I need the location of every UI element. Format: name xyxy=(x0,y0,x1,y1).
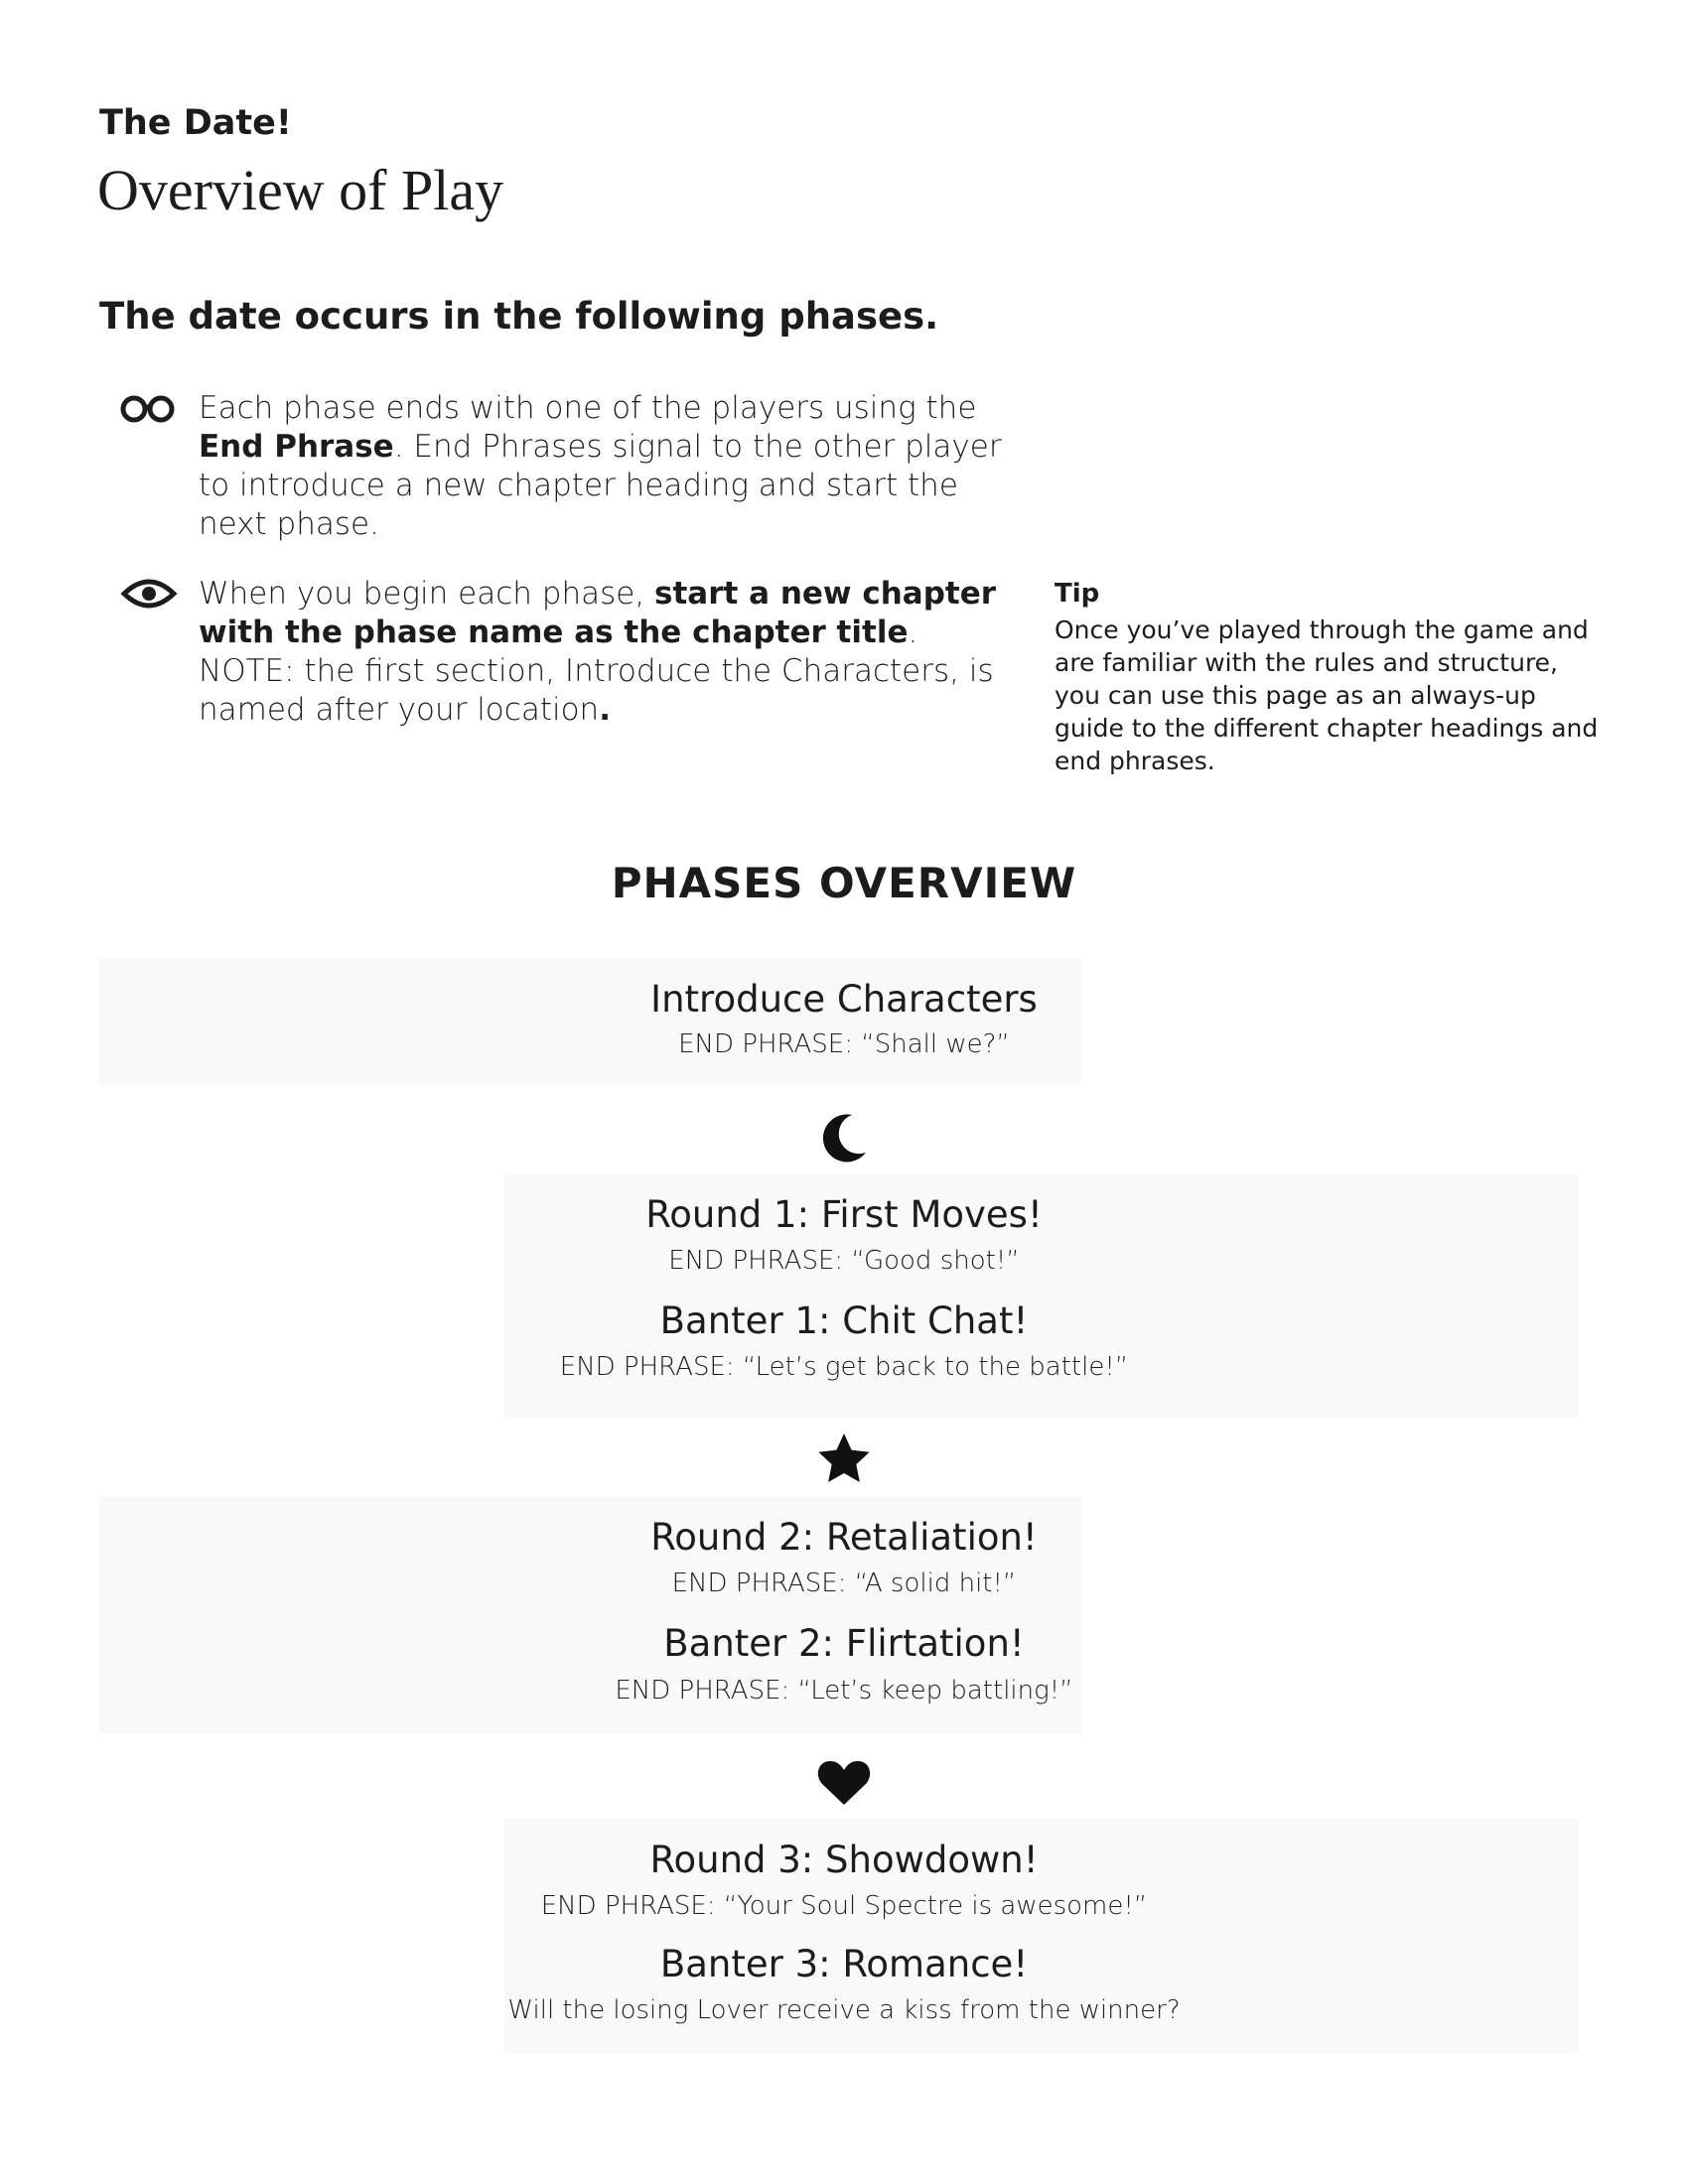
eye-icon xyxy=(119,574,179,614)
phases-overview-heading: PHASES OVERVIEW xyxy=(611,859,1077,907)
phase-name: Banter 1: Chit Chat! xyxy=(659,1299,1029,1342)
phase-name: Round 2: Retaliation! xyxy=(650,1516,1038,1559)
intro-heading: The date occurs in the following phases. xyxy=(99,295,939,338)
moon-icon xyxy=(809,1109,879,1168)
phase-end-phrase: END PHRASE: “Good shot!” xyxy=(668,1246,1020,1276)
phase-end-phrase: Will the losing Lover receive a kiss from the winner? xyxy=(507,1995,1181,2025)
page-title: Overview of Play xyxy=(97,158,504,222)
tip-body: Once you’ve played through the game and are familiar with the rules and structure, you can use this page as an always-up guide to the different chapter headings and end phrases. xyxy=(1055,615,1599,775)
phase-end-phrase: END PHRASE: “Shall we?” xyxy=(678,1029,1010,1059)
phase-name: Introduce Characters xyxy=(650,978,1038,1021)
phase-name: Banter 3: Romance! xyxy=(659,1943,1029,1985)
phase-name: Round 1: First Moves! xyxy=(645,1193,1043,1236)
phase-name: Banter 2: Flirtation! xyxy=(663,1622,1025,1665)
phase-name: Round 3: Showdown! xyxy=(649,1839,1039,1881)
glasses-icon xyxy=(119,389,179,429)
phase-end-phrase: END PHRASE: “A solid hit!” xyxy=(671,1569,1017,1598)
heart-icon xyxy=(809,1753,879,1813)
bullet-text-chapter: When you begin each phase, start a new chapter with the phase name as the chapter title. NOTE: the first section, Introduce the Characters, is named after your location. xyxy=(199,576,997,728)
phase-end-phrase: END PHRASE: “Let’s keep battling!” xyxy=(615,1676,1073,1706)
bullet-text-end-phrase: Each phase ends with one of the players using the End Phrase. End Phrases signal to the other player to introduce a new chapter heading and start the next phase. xyxy=(199,390,1002,542)
phase-end-phrase: END PHRASE: “Let’s get back to the battle!” xyxy=(559,1352,1129,1382)
tip-heading: Tip xyxy=(1055,579,1100,609)
phase-end-phrase: END PHRASE: “Your Soul Spectre is awesome!” xyxy=(540,1891,1148,1921)
star-icon xyxy=(809,1430,879,1489)
page-kicker: The Date! xyxy=(99,103,292,143)
